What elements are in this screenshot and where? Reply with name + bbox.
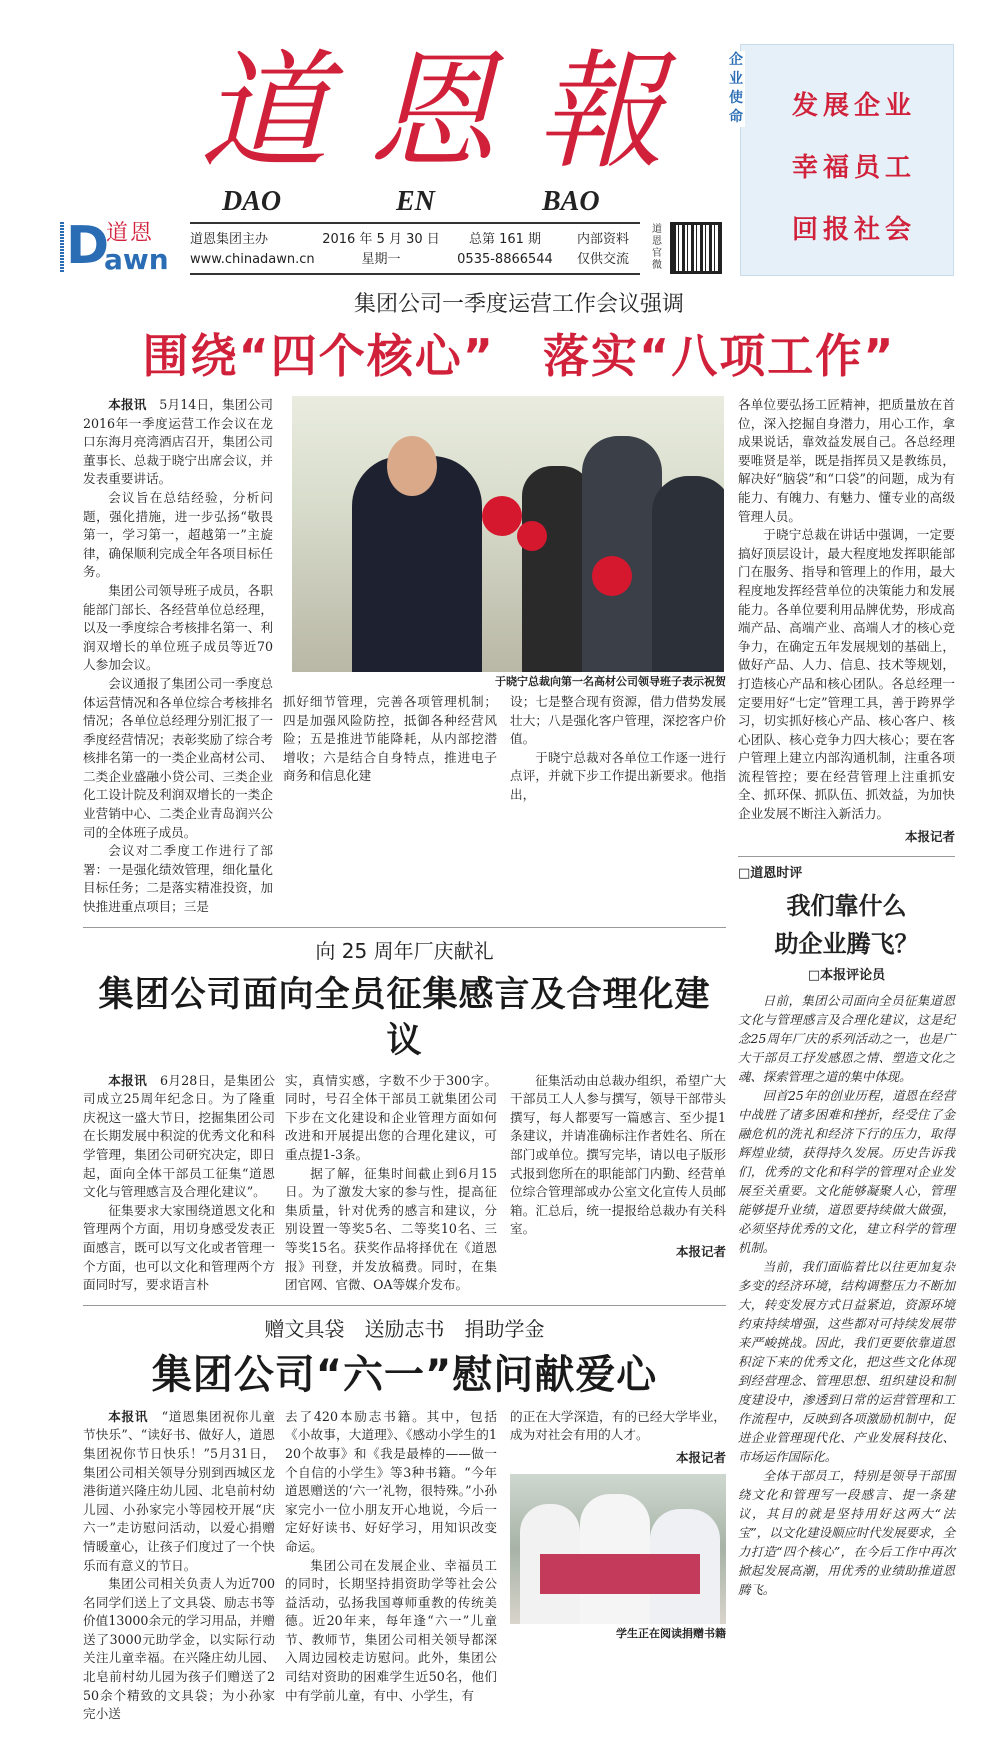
issue-date: 2016 年 5 月 30 日: [322, 232, 440, 247]
divider: [83, 927, 726, 928]
dawn-logo: [60, 216, 186, 276]
date-info: [316, 230, 446, 270]
article1-col1: [83, 396, 273, 917]
article3-body: [83, 1408, 726, 1724]
mission-label: 企业使命: [729, 52, 743, 125]
mission-slogans: [759, 75, 949, 261]
article2-kicker: 向 25 周年厂庆献礼: [315, 938, 494, 963]
article1-kicker: 集团公司一季度运营工作会议强调: [353, 292, 684, 317]
article3-photo-caption: 学生正在阅读捐赠书籍: [616, 1626, 726, 1640]
issue-number: 总第 161 期: [468, 232, 542, 247]
logo-awn: awn: [104, 243, 169, 276]
byline: 本报记者: [675, 1243, 726, 1259]
masthead-title: 道恩報: [200, 38, 705, 187]
internal-note-1: 内部资料: [576, 232, 629, 247]
issue-info: [450, 230, 560, 270]
paragraph: 会议旨在总结经验，分析问题，强化措施，进一步弘扬“敬畏第一，学习第一，超越第一”主旋律，确保顺利完成全年各项目标任务。: [83, 489, 273, 580]
weekday: 星期一: [361, 252, 401, 267]
red-flower: [482, 496, 522, 536]
article1-col4: [738, 396, 955, 846]
article3-right: [510, 1408, 726, 1641]
children-reading-photo: [510, 1474, 726, 1624]
paragraph: 集团公司相关负责人为近700名同学们送上了文具袋、励志书等价值13000余元的学习用品，并赠送了3000元助学金，以实际行动关注儿童幸福。在兴隆庄幼儿园、北皂前村幼儿园为孩子们赠送了250余个精致的文具袋；为小孙家完小送: [83, 1576, 275, 1722]
paragraph: 当前，我们面临着比以往更加复杂多变的经济环境，结构调整压力不断加大，转变发展方式日益紧迫，资源环境约束持续增强，这些都对可持续发展带来严峻挑战。因此，我们更要依靠道恩积淀下来的优秀文化，把这些文化体现到经营理念、管理思想、组织建设和制度建设中，渗透到日常的运营管理和工作流程中，反映到各项激励机制中，促进企业管理现代化、产业发展科技化、市场运作国际化。: [738, 1259, 955, 1465]
paragraph: 的正在大学深造，有的已经大学毕业，成为对社会有用的人才。: [510, 1408, 726, 1443]
paragraph: 据了解，征集时间截止到6月15日。为了激发大家的参与性，提高征集质量，针对优秀的感言和建议，分别设置一等奖5名、二等奖10名、三等奖15名。获奖作品将择优在《道恩报》刊登，并发放稿费。同时，在集团官网、官微、OA等媒介发布。: [285, 1165, 497, 1293]
meeting-photo: [292, 396, 724, 672]
article1-headline: 围绕“四个核心” 落实“八项工作”: [142, 329, 896, 383]
commentary-author: □本报评论员: [807, 968, 886, 984]
paragraph: 设；七是整合现有资源，借力借势发展壮大；八是强化客户管理，深挖客户价值。: [510, 694, 726, 747]
byline: 本报记者: [904, 828, 955, 844]
left-area: [83, 396, 726, 1724]
logo-stripes: [60, 222, 64, 272]
pinyin-bao: BAO: [542, 186, 600, 217]
masthead-rule-top: [190, 222, 640, 224]
paragraph: 6月28日，是集团公司成立25周年纪念日。为了隆重庆祝这一盛大节日，挖掘集团公司在长期发展中积淀的优秀文化和科学管理，集团公司研究决定，即日起，面向全体干部员工征集“道恩文化与管理感言及合理化建议”。: [83, 1072, 275, 1200]
article1-body: [83, 396, 726, 917]
mission-2: 幸福员工: [791, 153, 916, 183]
article1-photo-caption: 于晓宁总裁向第一名高材公司领导班子表示祝贺: [495, 675, 726, 688]
article1-col2: [283, 693, 497, 786]
paragraph: 集团公司领导班子成员，各职能部门部长、各经营单位总经理，以及一季度综合考核排名第一、利润双增长的单位班子成员等近70人参加会议。: [83, 582, 273, 673]
logo-d: D: [66, 216, 110, 276]
paragraph: 征集活动由总裁办组织，希望广大干部员工人人参与撰写，领导干部带头撰写，每人都要写一篇感言、至少提1条建议，并请准确标注作者姓名、所在部门或单位。撰写完毕，请以电子版形式报到您所在的职能部门内勤、经营单位综合管理部或办公室文化宣传人员邮箱。汇总后，统一提报给总裁办有关科室。: [510, 1072, 726, 1237]
logo-cn: 道恩: [106, 221, 155, 246]
paragraph: 于晓宁总裁在讲话中强调，一定要搞好顶层设计，最大程度地发挥职能部门在服务、指导和管理上的作用，最大程度地发挥经营单位的决策能力和发展能力。各单位要利用品牌优势，形成高端产品、高端产业、高端人才的核心竞争力，在确定五年发展规划的基础上，做好产品、人力、信息、技术等规划，打造核心产品和核心团队。各总经理一定要用好“七定”管理工具，善于跨界学习，切实抓好核心产品、核心客户、核心团队、核心竞争力四大核心；要在客户管理上建立内部沟通机制，注重各项流程管控；要在经营管理上注重抓安全、抓环保、抓队伍、抓效益，为加快企业发展不断注入新活力。: [738, 527, 955, 822]
lead-tag: 本报讯: [108, 397, 147, 412]
photo-figure: [652, 476, 724, 672]
article1-right-part: [283, 396, 726, 805]
qr-label: 道恩官微: [652, 224, 662, 271]
mission-1: 发展企业: [791, 91, 916, 121]
article2-col1: [83, 1072, 275, 1295]
lead-tag: 本报讯: [108, 1408, 149, 1424]
paragraph: 全体干部员工，特别是领导干部围绕文化和管理写一段感言、提一条建议，其目的就是坚持用好这两大“法宝”，以文化建设顺应时代发展要求，全力打造“四个核心”，在今后工作中再次掀起发展高潮，用优秀的业绩助推道恩腾飞。: [738, 1468, 955, 1598]
lead-tag: 本报讯: [108, 1072, 148, 1088]
byline: 本报记者: [675, 1449, 726, 1465]
article3-headline: 集团公司“六一”慰问献爱心: [151, 1351, 658, 1398]
page-content: [83, 290, 955, 1724]
article2-col2: [285, 1072, 497, 1295]
website-link[interactable]: www.chinadawn.cn: [190, 252, 315, 267]
paragraph: 会议对二季度工作进行了部署：一是强化绩效管理，细化量化目标任务；二是落实精准投资，加快推进重点项目；三是: [83, 843, 273, 915]
paragraph: 集团公司在发展企业、幸福员工的同时，长期坚持捐资助学等社会公益活动，弘扬我国尊师重教的传统美德。近20年来，每年逢“六一”儿童节、教师节，集团公司相关领导都深入周边园校走访慰问。此外，集团公司结对资助的困难学生近50名，他们中有学前儿童，有中、小学生，有: [285, 1557, 497, 1703]
commentary-body: [738, 991, 955, 1599]
publisher: 道恩集团主办: [190, 232, 269, 247]
paragraph: 实，真情实感，字数不少于300字。同时，号召全体干部员工就集团公司下步在文化建设和企业管理方面如何改进和开展提出您的合理化建议，可重点提1-3条。: [285, 1072, 497, 1162]
commentary-section: □道恩时评: [738, 866, 803, 882]
paragraph: “道恩集团祝你儿童节快乐”、“读好书、做好人，道恩集团祝你节日快乐！”5月31日，集团公司相关领导分别到西城区龙港街道兴隆庄幼儿园、北皂前村幼儿园、小孙家完小等园校开展“庆六一”走访慰问活动，以爱心捐赠情暖童心，让孩子们度过了一个快乐而有意义的节日。: [83, 1408, 275, 1573]
paragraph: 日前，集团公司面向全员征集道恩文化与管理感言及合理化建议，这是纪念25周年厂庆的系列活动之一，也是广大干部员工抒发感恩之情、塑造文化之魂、探索管理之道的集中体现。: [738, 993, 955, 1085]
red-flower: [517, 521, 547, 551]
article2-headline: 集团公司面向全员征集感言及合理化建议: [98, 974, 711, 1061]
divider: [83, 1305, 726, 1306]
pinyin-en: EN: [396, 186, 435, 217]
photo-figure: [582, 436, 662, 672]
internal-note-2: 仅供交流: [576, 252, 629, 267]
article3-col3: [510, 1408, 726, 1468]
paragraph: 征集要求大家围绕道恩文化和管理两个方面，用切身感受发表正面感言，既可以写文化或者管理一个方面，也可以文化和管理两个方面同时写，要求语言朴: [83, 1202, 275, 1293]
paragraph: 会议通报了集团公司一季度总体运营情况和各单位综合考核排名情况；各单位总经理分别汇报了一季度经营情况；表彰奖励了综合考核排名第一的一类企业高材公司、二类企业盛融小贷公司、三类企业化工设计院及利润双增长的一类企业营销中心、二类企业青岛润兴公司的全体班子成员。: [83, 675, 273, 840]
article3-kicker: 赠文具袋 送励志书 捐助学金: [264, 1316, 545, 1341]
paragraph: 抓好细节管理，完善各项管理机制；四是加强风险防控，抵御各种经营风险；五是推进节能降耗，从内部挖潜增收；六是结合自身特点，推进电子商务和信息化建: [283, 694, 497, 784]
article2-body: [83, 1072, 726, 1295]
paragraph: 回首25年的创业历程，道恩在经营中战胜了诸多困难和挫折，经受住了金融危机的洗礼和经济下行的压力，取得辉煌业绩，获得持久发展。历史告诉我们，优秀的文化和科学的管理对企业发展至关重要。文化能够凝聚人心，管理能够提升业绩，道恩要持续做大做强，必须坚持优秀的文化，建立科学的管理机制。: [738, 1088, 955, 1256]
right-column: [738, 396, 955, 1599]
paragraph: 去了420本励志书籍。其中，包括《小故事，大道理》、《感动小学生的120个故事》和《我是最棒的——做一个自信的小学生》等3种书籍。“今年道恩赠送的‘六一’礼物，很特殊。”小孙家完小一位小朋友开心地说，今后一定好好读书、好好学习，用知识改变命运。: [285, 1408, 497, 1554]
internal-info: [566, 230, 640, 270]
article1-col3: [510, 693, 726, 805]
article1-subcolumns: [283, 693, 726, 805]
commentary-title: [738, 887, 955, 963]
article3-col1: [83, 1408, 275, 1724]
mission-3: 回报社会: [791, 215, 916, 245]
divider: [738, 856, 955, 857]
commentary-title-line2: 助企业腾飞？: [774, 930, 919, 959]
red-flower: [592, 556, 632, 596]
paragraph: 5月14日，集团公司2016年一季度运营工作会议在龙口东海月亮湾酒店召开，集团公司董事长、总裁于晓宁出席会议，并发表重要讲话。: [83, 397, 273, 487]
pinyin-dao: DAO: [222, 186, 282, 217]
paragraph: 于晓宁总裁对各单位工作逐一进行点评，并就下步工作提出新要求。他指出，: [510, 749, 726, 802]
qr-code-icon[interactable]: [670, 222, 722, 274]
paragraph: 各单位要弘扬工匠精神，把质量放在首位，深入挖掘自身潜力，用心工作，拿成果说话，靠效益发展自己。各总经理要唯贤是举，既是指挥员又是教练员，解决好“脑袋”和“口袋”的问题，成为有能力、有魄力、有魅力、懂专业的高级管理人员。: [738, 397, 955, 524]
photo-figure: [387, 436, 437, 496]
masthead-rule-bottom: [190, 273, 640, 275]
mission-box: [729, 44, 954, 276]
commentary-title-line1: 我们靠什么: [786, 892, 907, 921]
article2-col3: [510, 1072, 726, 1262]
book: [540, 1554, 700, 1594]
publisher-info: [190, 230, 315, 270]
article3-col2: [285, 1408, 497, 1706]
phone: 0535-8866544: [457, 252, 553, 267]
main-row: [83, 396, 955, 1724]
